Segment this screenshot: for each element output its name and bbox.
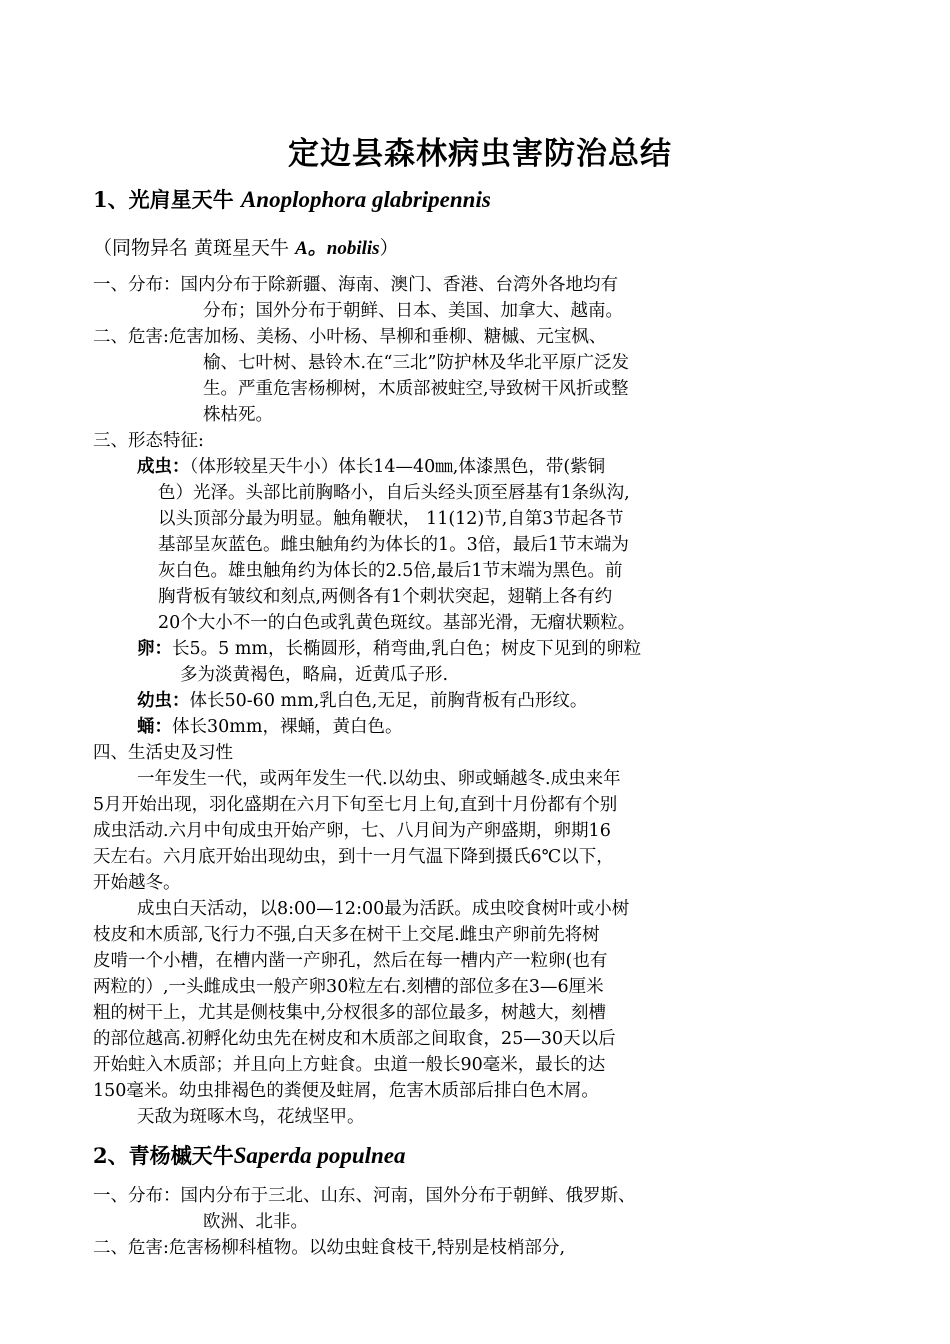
egg-line-1 xyxy=(137,636,641,662)
damage-line-2: 榆、七叶树、悬铃木.在“三北”防护林及华北平原广泛发 xyxy=(203,353,629,373)
adult-label: 成虫： xyxy=(137,457,190,477)
damage-line-4: 株枯死。 xyxy=(203,405,273,425)
life-line-8: 皮啃一个小槽，在槽内凿一产卵孔，然后在每一槽内产一粒卵(也有 xyxy=(93,951,608,971)
larva-line xyxy=(137,688,587,714)
life-line-7: 枝皮和木质部,飞行力不强,白天多在树干上交尾.雌虫产卵前先将树 xyxy=(93,925,600,945)
pupa-line xyxy=(137,714,402,740)
adult-line-7: 20个大小不一的白色或乳黄色斑纹。基部光滑，无瘤状颗粒。 xyxy=(158,613,636,633)
adult-line-2: 色）光泽。头部比前胸略小，自后头经头顶至唇基有1条纵沟, xyxy=(158,483,630,503)
s2-distribution-line-2: 欧洲、北非。 xyxy=(203,1212,308,1232)
life-line-6: 成虫白天活动，以8:00—12:00最为活跃。成虫咬食树叶或小树 xyxy=(137,899,630,919)
synonym-prefix: （同物异名 黄斑星天牛 xyxy=(93,237,290,259)
life-line-13: 150毫米。幼虫排褐色的粪便及蛀屑，危害木质部后排白色木屑。 xyxy=(93,1081,599,1101)
section-2-heading-text: 2、青杨槭天牛 xyxy=(93,1143,234,1168)
section-2-latin-name: Saperda populnea xyxy=(233,1143,406,1168)
egg-line-2: 多为淡黄褐色，略扁，近黄瓜子形. xyxy=(180,665,449,685)
damage-line-3: 生。严重危害杨柳树，木质部被蛀空,导致树干风折或整 xyxy=(203,379,629,399)
synonym-suffix: ） xyxy=(379,237,399,259)
life-line-1: 一年发生一代，或两年发生一代.以幼虫、卵或蛹越冬.成虫来年 xyxy=(137,769,621,789)
adult-line-4: 基部呈灰蓝色。雌虫触角约为体长的1。3倍，最后1节末端为 xyxy=(158,535,629,555)
adult-line-1 xyxy=(137,454,605,480)
synonym-latin: A。nobilis xyxy=(295,238,380,259)
life-line-11: 的部位越高.初孵化幼虫先在树皮和木质部之间取食，25—30天以后 xyxy=(93,1029,616,1049)
s2-distribution-line-1: 一、分布：国内分布于三北、山东、河南，国外分布于朝鲜、俄罗斯、 xyxy=(93,1186,636,1206)
life-line-4: 天左右。六月底开始出现幼虫，到十一月气温下降到摄氏6℃以下， xyxy=(93,847,614,867)
life-line-2: 5月开始出现，羽化盛期在六月下旬至七月上旬,直到十月份都有个别 xyxy=(93,795,618,815)
damage-line-1: 二、危害:危害加杨、美杨、小叶杨、旱柳和垂柳、糖槭、元宝枫、 xyxy=(93,327,607,347)
life-line-3: 成虫活动.六月中旬成虫开始产卵，七、八月间为产卵盛期，卵期16 xyxy=(93,821,611,841)
life-line-12: 开始蛀入木质部；并且向上方蛀食。虫道一般长90毫米，最长的达 xyxy=(93,1055,606,1075)
section-2-heading xyxy=(93,1140,406,1170)
larva-label: 幼虫： xyxy=(137,691,190,711)
morphology-heading: 三、形态特征: xyxy=(93,431,204,451)
adult-text: （体形较星天牛小）体长14—40㎜,体漆黑色，带(紫铜 xyxy=(189,457,606,477)
egg-label: 卵： xyxy=(137,639,172,659)
document-title: 定边县森林病虫害防治总结 xyxy=(288,136,672,172)
adult-line-6: 胸背板有皱纹和刻点,两侧各有1个刺状突起，翅鞘上各有约 xyxy=(158,587,613,607)
section-1-latin-name: Anoplophora glabripennis xyxy=(240,187,491,212)
egg-text: 长5。5 mm，长椭圆形，稍弯曲,乳白色；树皮下见到的卵粒 xyxy=(172,639,642,659)
larva-text: 体长50-60 mm,乳白色,无足，前胸背板有凸形纹。 xyxy=(189,691,588,711)
s2-damage-line-1: 二、危害:危害杨柳科植物。以幼虫蛀食枝干,特别是枝梢部分, xyxy=(93,1238,566,1258)
natural-enemies-line: 天敌为斑啄木鸟，花绒坚甲。 xyxy=(137,1107,365,1127)
distribution-line-1: 一、分布：国内分布于除新疆、海南、澳门、香港、台湾外各地均有 xyxy=(93,275,618,295)
adult-line-5: 灰白色。雄虫触角约为体长的2.5倍,最后1节末端为黑色。前 xyxy=(158,561,623,581)
life-line-9: 两粒的）,一头雌成虫一般产卵30粒左右.刻槽的部位多在3—6厘米 xyxy=(93,977,604,997)
life-line-10: 粗的树干上，尤其是侧枝集中,分杈很多的部位最多，树越大，刻槽 xyxy=(93,1003,607,1023)
adult-line-3: 以头顶部分最为明显。触角鞭状， 11(12)节,自第3节起各节 xyxy=(158,509,624,529)
life-history-heading: 四、生活史及习性 xyxy=(93,743,233,763)
section-1-heading-text: 1、光肩星天牛 xyxy=(93,187,234,212)
pupa-label: 蛹： xyxy=(137,717,172,737)
synonym-line xyxy=(93,235,399,261)
pupa-text: 体长30mm，裸蛹，黄白色。 xyxy=(172,717,403,737)
section-1-heading xyxy=(93,184,491,214)
distribution-line-2: 分布；国外分布于朝鲜、日本、美国、加拿大、越南。 xyxy=(203,301,623,321)
life-line-5: 开始越冬。 xyxy=(93,873,181,893)
